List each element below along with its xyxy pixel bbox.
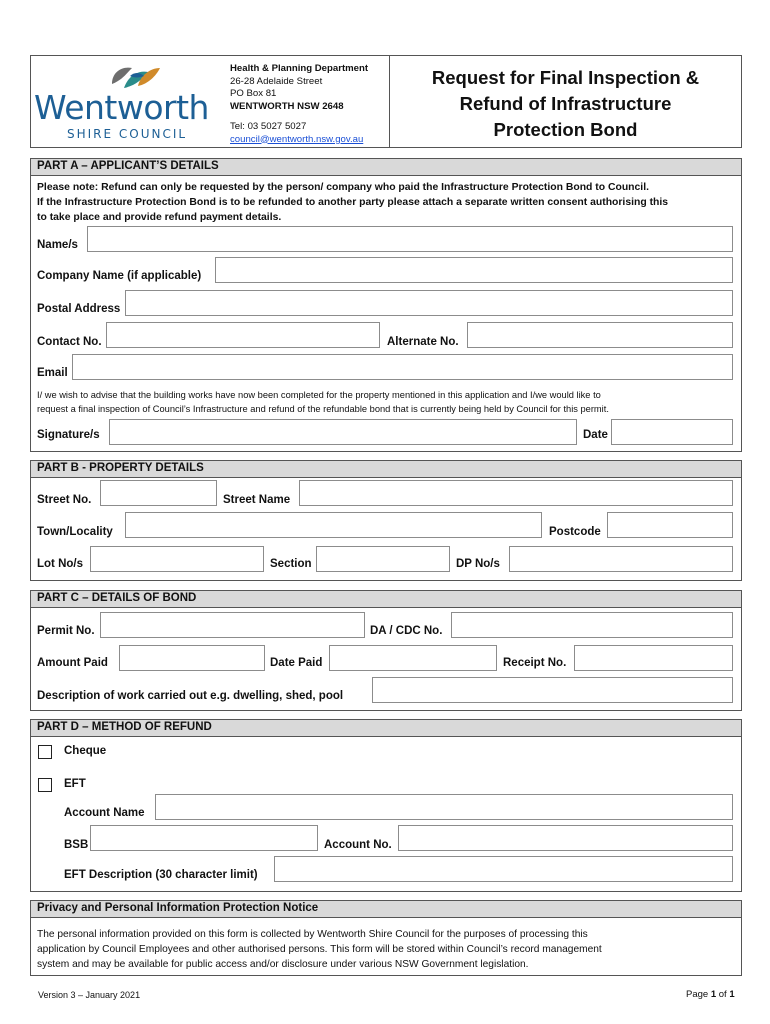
street-name-label: Street Name	[223, 494, 291, 506]
declaration-line-2: request a final inspection of Council’s Infrastructure and refund of the refundable bond that is currently being held by Council for this permit.	[37, 404, 609, 414]
part-d-heading: PART D – METHOD OF REFUND	[30, 719, 742, 736]
eft-checkbox[interactable]	[38, 778, 52, 792]
page-prefix: Page	[686, 989, 709, 1000]
names-label: Name/s	[37, 239, 78, 251]
logo-subtitle: SHIRE COUNCIL	[67, 127, 188, 141]
section-field[interactable]	[316, 546, 450, 572]
permit-no-field[interactable]	[100, 612, 365, 638]
version-text: Version 3 – January 2021	[38, 990, 141, 1000]
title-line-1: Request for Final Inspection &	[431, 67, 700, 88]
account-name-field[interactable]	[155, 794, 733, 820]
page-current: 1	[710, 989, 717, 1000]
dp-label: DP No/s	[456, 558, 500, 570]
address-street: 26-28 Adelaide Street	[230, 75, 323, 87]
email-field[interactable]	[72, 354, 733, 380]
eft-description-field[interactable]	[274, 856, 733, 882]
page-of: of	[718, 989, 727, 1000]
email-label: Email	[37, 367, 68, 379]
date-paid-label: Date Paid	[270, 657, 323, 669]
bsb-field[interactable]	[90, 825, 318, 851]
postcode-label: Postcode	[549, 526, 601, 538]
privacy-line-2: application by Council Employees and other authorised persons. This form will be stored within Council’s record management	[37, 944, 602, 955]
department-name: Health & Planning Department	[230, 63, 369, 74]
amount-paid-field[interactable]	[119, 645, 265, 671]
title-line-3: Protection Bond	[493, 119, 638, 140]
part-b-heading: PART B - PROPERTY DETAILS	[30, 460, 742, 477]
eft-label: EFT	[64, 778, 86, 790]
alternate-no-label: Alternate No.	[387, 336, 459, 348]
council-email-link[interactable]: council@wentworth.nsw.gov.au	[230, 133, 364, 145]
street-no-label: Street No.	[37, 494, 92, 506]
town-label: Town/Locality	[37, 526, 113, 538]
declaration-text	[37, 388, 737, 416]
contact-no-field[interactable]	[106, 322, 380, 348]
bsb-label: BSB	[64, 839, 89, 851]
date-label: Date	[583, 429, 608, 441]
postal-address-field[interactable]	[125, 290, 733, 316]
alternate-no-field[interactable]	[467, 322, 733, 348]
form-title	[389, 65, 742, 143]
section-label: Section	[270, 558, 312, 570]
dp-field[interactable]	[509, 546, 733, 572]
privacy-heading: Privacy and Personal Information Protection Notice	[30, 900, 742, 917]
page-number	[686, 989, 735, 1000]
account-no-field[interactable]	[398, 825, 733, 851]
lot-label: Lot No/s	[37, 558, 83, 570]
part-a-note	[37, 180, 737, 225]
work-description-field[interactable]	[372, 677, 733, 703]
cheque-checkbox[interactable]	[38, 745, 52, 759]
street-no-field[interactable]	[100, 480, 217, 506]
title-line-2: Refund of Infrastructure	[459, 93, 672, 114]
council-address	[230, 63, 368, 146]
amount-paid-label: Amount Paid	[37, 657, 108, 669]
postcode-field[interactable]	[607, 512, 733, 538]
lot-field[interactable]	[90, 546, 264, 572]
address-town: WENTWORTH NSW 2648	[230, 100, 344, 112]
names-field[interactable]	[87, 226, 733, 252]
eft-description-label: EFT Description (30 character limit)	[64, 869, 258, 881]
company-label: Company Name (if applicable)	[37, 270, 202, 282]
receipt-no-label: Receipt No.	[503, 657, 567, 669]
work-description-label: Description of work carried out e.g. dwelling, shed, pool	[37, 690, 344, 702]
part-c-heading: PART C – DETAILS OF BOND	[30, 590, 742, 607]
account-name-label: Account Name	[64, 807, 145, 819]
da-cdc-field[interactable]	[451, 612, 733, 638]
council-logo	[34, 60, 229, 144]
account-no-label: Account No.	[324, 839, 392, 851]
part-a-heading: PART A – APPLICANT’S DETAILS	[30, 158, 742, 175]
street-name-field[interactable]	[299, 480, 733, 506]
council-phone: Tel: 03 5027 5027	[230, 121, 307, 132]
page-total: 1	[729, 989, 735, 1000]
receipt-no-field[interactable]	[574, 645, 733, 671]
contact-no-label: Contact No.	[37, 336, 102, 348]
privacy-text	[37, 927, 737, 972]
declaration-line-1: I/ we wish to advise that the building works have now been completed for the property mentioned in this application and I/we would like to	[37, 390, 601, 400]
date-paid-field[interactable]	[329, 645, 497, 671]
permit-no-label: Permit No.	[37, 625, 95, 637]
da-cdc-label: DA / CDC No.	[370, 625, 443, 637]
logo-wordmark: Wentworth	[34, 88, 209, 127]
privacy-line-1: The personal information provided on this form is collected by Wentworth Shire Council for the purposes of processing this	[37, 929, 588, 940]
company-field[interactable]	[215, 257, 733, 283]
note-line-1: Please note: Refund can only be requested by the person/ company who paid the Infrastructure Protection Bond to Council.	[37, 182, 649, 193]
date-field[interactable]	[611, 419, 733, 445]
town-field[interactable]	[125, 512, 542, 538]
privacy-line-3: system and may be available for public access and/or disclosure under various NSW Government legislation.	[37, 959, 529, 970]
signature-field[interactable]	[109, 419, 577, 445]
note-line-3: to take place and provide refund payment details.	[37, 212, 282, 223]
cheque-label: Cheque	[64, 745, 107, 757]
address-po-box: PO Box 81	[230, 88, 277, 99]
note-line-2: If the Infrastructure Protection Bond is to be refunded to another party please attach a separate written consent authorising this	[37, 197, 669, 208]
signature-label: Signature/s	[37, 429, 100, 441]
postal-address-label: Postal Address	[37, 303, 121, 315]
